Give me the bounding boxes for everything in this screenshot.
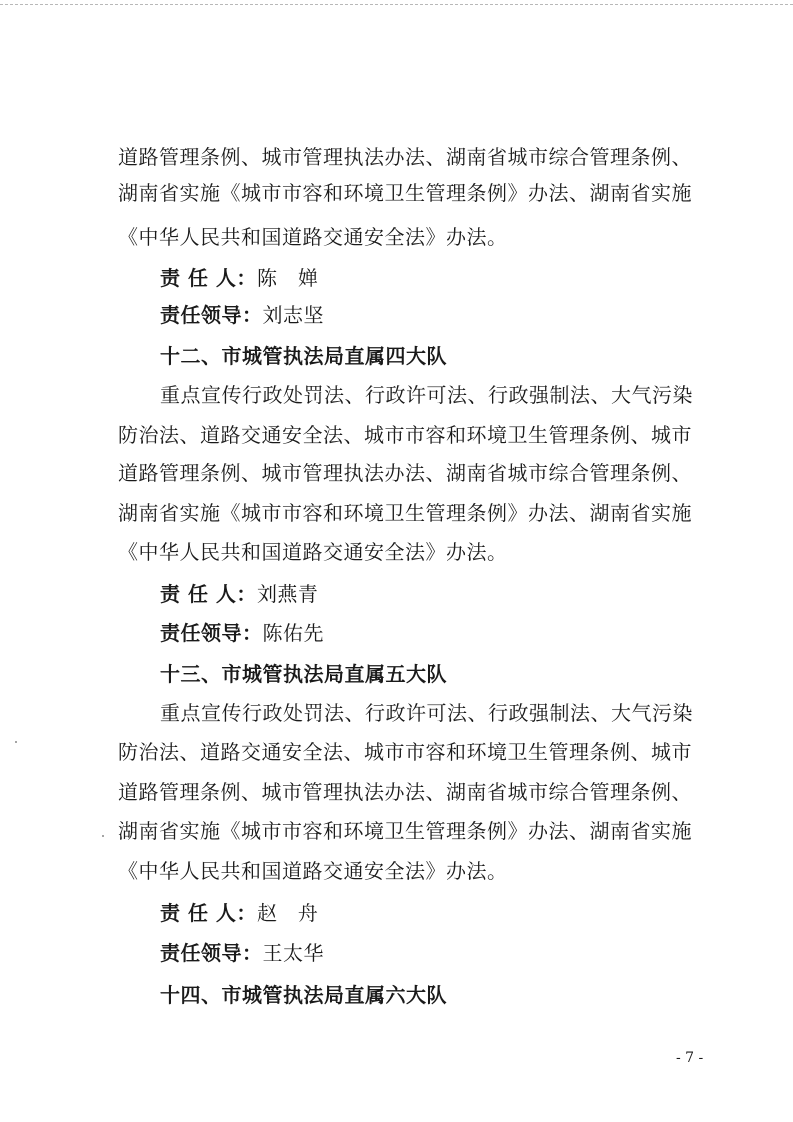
leader-name: 陈佑先: [262, 621, 324, 645]
body-line: 防治法、道路交通安全法、城市市容和环境卫生管理条例、城市: [118, 423, 692, 447]
body-line: 湖南省实施《城市市容和环境卫生管理条例》办法、湖南省实施: [118, 181, 692, 205]
responsible-leader-13: [160, 940, 720, 966]
scan-speck: [15, 741, 17, 743]
responsible-person-12: [160, 581, 720, 607]
body-line: 防治法、道路交通安全法、城市市容和环境卫生管理条例、城市: [118, 740, 692, 764]
body-line: 《中华人民共和国道路交通安全法》办法。: [118, 859, 508, 883]
body-line: 道路管理条例、城市管理执法办法、湖南省城市综合管理条例、: [118, 461, 692, 485]
responsible-person-13: [160, 900, 720, 926]
section-heading-14: 十四、市城管执法局直属六大队: [160, 983, 447, 1007]
responsible-leader-12: [160, 620, 720, 646]
body-line: 道路管理条例、城市管理执法办法、湖南省城市综合管理条例、: [118, 780, 692, 804]
body-line: 道路管理条例、城市管理执法办法、湖南省城市综合管理条例、: [118, 145, 692, 169]
body-line: 湖南省实施《城市市容和环境卫生管理条例》办法、湖南省实施: [118, 501, 692, 525]
leader-name: 刘志坚: [262, 303, 324, 327]
section-heading-13: 十三、市城管执法局直属五大队: [160, 662, 447, 686]
leader-label: 责任领导：: [160, 303, 263, 327]
responsible-person-11: [160, 265, 720, 291]
responsible-leader-11: [160, 302, 720, 328]
responsible-name: 刘燕青: [256, 582, 319, 606]
page-number: - 7 -: [676, 1050, 704, 1066]
leader-name: 王太华: [262, 941, 324, 965]
responsible-label: 责 任 人：: [160, 582, 257, 606]
section-heading-12: 十二、市城管执法局直属四大队: [160, 344, 447, 368]
scan-speck: [102, 835, 104, 837]
responsible-label: 责 任 人：: [160, 266, 257, 290]
responsible-label: 责 任 人：: [160, 901, 257, 925]
leader-label: 责任领导：: [160, 621, 263, 645]
leader-label: 责任领导：: [160, 941, 263, 965]
responsible-name: 赵 舟: [256, 901, 319, 925]
body-line: 《中华人民共和国道路交通安全法》办法。: [118, 540, 508, 564]
body-line: 湖南省实施《城市市容和环境卫生管理条例》办法、湖南省实施: [118, 819, 692, 843]
responsible-name: 陈 婵: [256, 266, 319, 290]
body-line: 重点宣传行政处罚法、行政许可法、行政强制法、大气污染: [160, 383, 693, 407]
body-line: 《中华人民共和国道路交通安全法》办法。: [118, 225, 508, 249]
body-line: 重点宣传行政处罚法、行政许可法、行政强制法、大气污染: [160, 701, 693, 725]
